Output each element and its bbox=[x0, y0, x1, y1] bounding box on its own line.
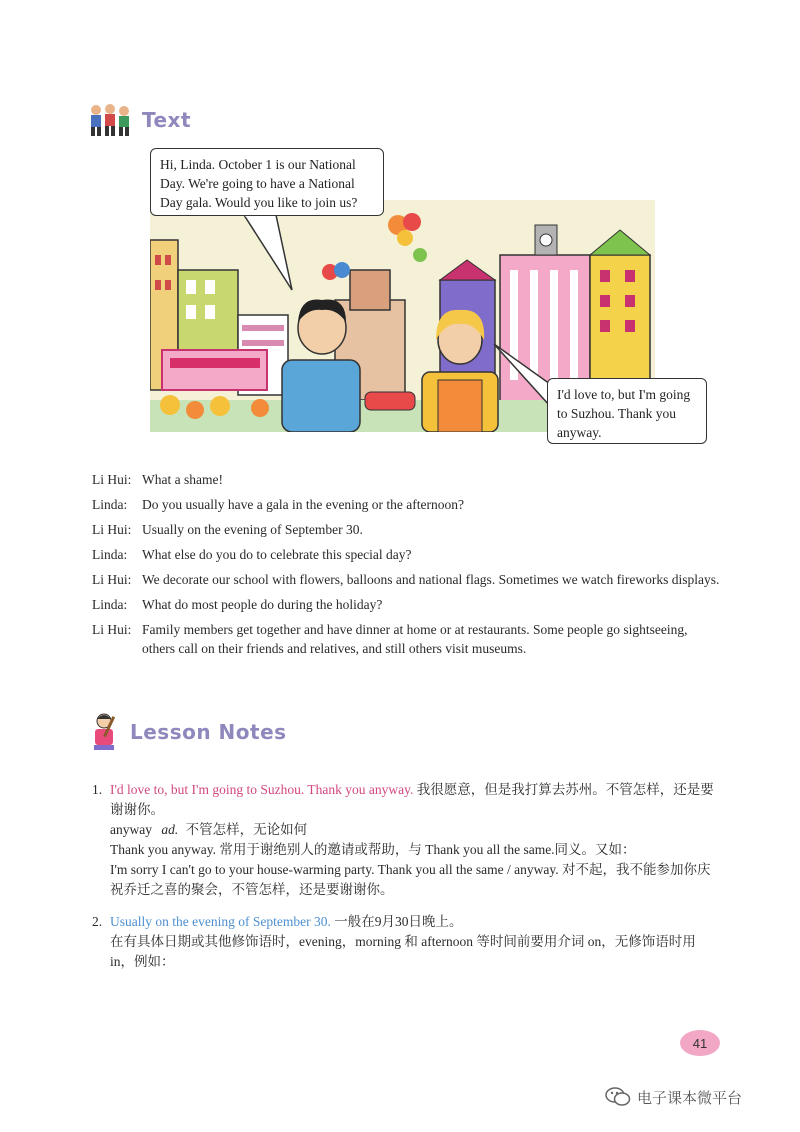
line-text: What do most people do during the holiday? bbox=[142, 597, 383, 612]
dialogue bbox=[92, 470, 722, 664]
line-text: Do you usually have a gala in the evening or the afternoon? bbox=[142, 497, 465, 512]
lesson-notes-header bbox=[90, 712, 287, 752]
speaker: Li Hui: bbox=[92, 572, 132, 587]
line-text: Usually on the evening of September 30. bbox=[142, 522, 363, 537]
students-icon bbox=[88, 103, 134, 137]
speaker: Li Hui: bbox=[92, 472, 132, 487]
explanation: 在有具体日期或其他修饰语时，evening，morning 和 afternoon 等时间前要用介词 on，无修饰语时用 in，例如： bbox=[110, 934, 696, 969]
speaker: Li Hui: bbox=[92, 622, 132, 637]
dialogue-line bbox=[92, 495, 722, 514]
vocab-meaning: 不管怎样，无论如何 bbox=[185, 822, 308, 837]
line-text: We decorate our school with flowers, balloons and national flags. Sometimes we watch fireworks displays. bbox=[142, 572, 720, 587]
note-2 bbox=[92, 912, 722, 972]
note-quote: Usually on the evening of September 30. bbox=[110, 914, 331, 929]
note-quote-translation: 我很愿意，但是我打算去苏州。不管怎样，还是要谢谢你。 bbox=[110, 782, 714, 817]
speaker: Linda: bbox=[92, 497, 128, 512]
note-quote-translation: 一般在9月30日晚上。 bbox=[334, 914, 463, 929]
dialogue-line bbox=[92, 545, 722, 564]
line-text: Family members get together and have dinner at home or at restaurants. Some people go sightseeing, others call on their friends and relatives, and still others visit museums. bbox=[142, 622, 688, 656]
usage-note: Thank you anyway. 常用于谢绝别人的邀请或帮助，与 Thank you all the same.同义。又如： bbox=[110, 842, 636, 857]
page-number: 41 bbox=[680, 1030, 720, 1056]
dialogue-line bbox=[92, 520, 722, 539]
dialogue-line bbox=[92, 570, 722, 589]
speech-bubble-linda: I'd love to, but I'm going to Suzhou. Thank you anyway. bbox=[547, 378, 707, 444]
part-of-speech: ad. bbox=[161, 822, 179, 837]
watermark-text: 电子课本微平台 bbox=[637, 1088, 743, 1107]
line-text: What else do you do to celebrate this special day? bbox=[142, 547, 412, 562]
note-number: 2. bbox=[92, 914, 103, 929]
text-section-header bbox=[88, 103, 191, 137]
note-number: 1. bbox=[92, 782, 103, 797]
dialogue-line bbox=[92, 470, 722, 489]
teacher-icon bbox=[90, 712, 122, 752]
speaker: Linda: bbox=[92, 547, 128, 562]
example-sentence: I'm sorry I can't go to your house-warming party. Thank you all the same / anyway. 对不起，我不能参加你庆祝乔迁之喜的聚会，不管怎样，还是要谢谢你。 bbox=[110, 862, 711, 897]
speaker: Linda: bbox=[92, 597, 128, 612]
speech-bubble-lihui: Hi, Linda. October 1 is our National Day. We're going to have a National Day gala. Would you like to join us? bbox=[150, 148, 384, 216]
lesson-notes bbox=[92, 780, 722, 984]
section-title-text: Text bbox=[142, 108, 192, 132]
line-text: What a shame! bbox=[142, 472, 223, 487]
bubble-tail-lihui bbox=[240, 214, 310, 294]
vocab-word: anyway bbox=[110, 822, 152, 837]
note-1 bbox=[92, 780, 722, 900]
dialogue-line bbox=[92, 595, 722, 614]
speaker: Li Hui: bbox=[92, 522, 132, 537]
note-quote: I'd love to, but I'm going to Suzhou. Thank you anyway. bbox=[110, 782, 414, 797]
section-title-notes: Lesson Notes bbox=[130, 720, 287, 744]
bubble-tail-linda bbox=[490, 340, 552, 410]
watermark bbox=[605, 1086, 742, 1108]
dialogue-line bbox=[92, 620, 722, 658]
wechat-icon bbox=[605, 1086, 631, 1108]
